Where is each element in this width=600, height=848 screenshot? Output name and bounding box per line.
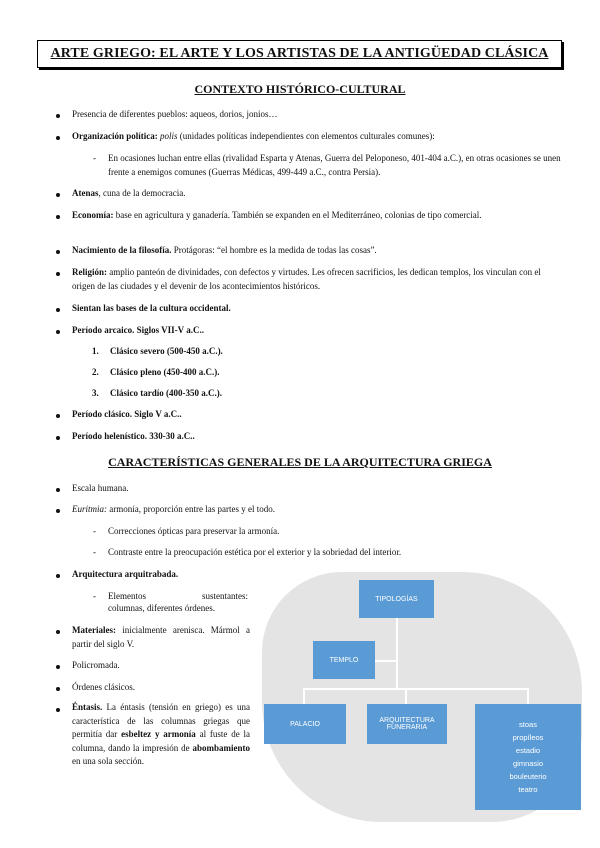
stack-item-bouleuterio: bouleuterio [509,772,547,781]
sub-period-pleno: Clásico pleno (450-400 a.C.). [110,367,220,377]
entasis-text-2: al fuste de la columna, dando la impresión de [72,729,251,753]
religion-label: Religión: [72,267,107,277]
list-item-pueblos: Presencia de diferentes pueblos: aqueos, dorios, jonios… [72,109,278,119]
sustentantes-text: columnas, diferentes órdenes. [108,603,215,613]
document-title: ARTE GRIEGO: EL ARTE Y LOS ARTISTAS DE LA ANTIGÜEDAD CLÁSICA [50,46,549,61]
entasis-bold-1: esbeltez y armonía [121,729,196,740]
sub-period-number: 3. [92,388,99,398]
document-title-box [37,40,562,68]
filosofia-label: Nacimiento de la filosofía. [72,245,172,255]
religion-text: amplio panteón de divinidades, con defectos y virtudes. Les ofrecen sacrificios, les dedican templos, los vinculan con el origen de las ciudades y el devenir de los acontecimientos históricos. [72,267,541,291]
bullet-icon [56,136,60,140]
economia-text: base en agricultura y ganadería. También se expanden en el Mediterráneo, colonias de tipo comercial. [115,210,482,220]
sustentantes-label: Elementos sustentantes: [108,591,248,601]
section-heading-contexto: CONTEXTO HISTÓRICO-CULTURAL [194,82,406,96]
list-subitem-politica: En ocasiones luchan entre ellas (rivalidad Esparta y Atenas, Guerra del Peloponeso, 401-404 a.C.), en otras ocasiones se unen frente a enemigos comunes (Guerras Médicas, 499-449 a.C., contra Persia). [108,153,561,177]
sub-period-tardio: Clásico tardío (400-350 a.C.). [110,388,222,398]
list-item-policromada: Policromada. [72,660,120,670]
entasis-label: Éntasis. [72,702,103,712]
stack-item-propileos: propíleos [512,733,544,742]
bullet-icon [56,574,60,578]
list-subitem-contraste: Contraste entre la preocupación estética por el exterior y la sobriedad del interior. [108,547,402,557]
connector-line [405,688,407,704]
list-item-clasico: Período clásico. Siglo V a.C.. [72,409,182,419]
dash-icon: - [93,591,96,601]
sub-period-number: 1. [92,346,99,356]
bullet-icon [56,414,60,418]
euritmia-text: armonía, proporción entre las partes y el todo. [109,504,275,514]
bullet-icon [56,708,60,712]
bullet-icon [56,272,60,276]
list-subitem-correcciones: Correcciones ópticas para preservar la armonía. [108,526,280,536]
list-item-ordenes: Órdenes clásicos. [72,682,135,692]
euritmia-label: Euritmia: [72,504,107,514]
filosofia-text: Protágoras: “el hombre es la medida de todas las cosas”. [173,245,377,255]
sub-period-number: 2. [92,367,99,377]
diagram-node-palacio: PALACIO [264,704,346,744]
list-item-filosofia [72,243,562,257]
dash-icon: - [93,547,96,557]
entasis-text-3: en una sola sección. [72,756,144,767]
bullet-icon [56,630,60,634]
list-item-arcaico: Período arcaico. Siglos VII-V a.C.. [72,325,204,335]
politica-text: (unidades políticas independientes con elementos culturales comunes): [179,131,435,141]
dash-icon: - [93,526,96,536]
list-item-arquitrabada: Arquitectura arquitrabada. [72,569,179,579]
diagram-node-funeraria: ARQUITECTURA FUNERARIA [367,704,447,744]
list-item-euritmia [72,502,562,516]
list-item-helenistico: Período helenístico. 330-30 a.C.. [72,431,195,441]
diagram-node-templo: TEMPLO [313,641,375,679]
list-item-atenas [72,186,562,200]
connector-line [396,618,398,688]
politica-polis: polis [160,131,178,141]
connector-line [527,688,529,704]
list-item-entasis [72,701,250,769]
economia-label: Economía: [72,210,114,220]
stack-item-teatro: teatro [518,785,538,794]
diagram-node-stack [475,704,581,810]
entasis-text-1: La éntasis (tensión en griego) es una característica de las columnas griegas que permitía dar [72,702,251,740]
bullet-icon [56,509,60,513]
section-heading-arquitectura: CARACTERÍSTICAS GENERALES DE LA ARQUITECTURA GRIEGA [108,455,492,469]
sub-period-severo: Clásico severo (500-450 a.C.). [110,346,223,356]
list-item-politica [72,129,562,143]
bullet-icon [56,665,60,669]
bullet-icon [56,215,60,219]
bullet-icon [56,436,60,440]
bullet-icon [56,250,60,254]
connector-line [303,688,528,690]
materiales-text: inicialmente arenisca. Mármol a partir del siglo V. [72,625,250,649]
atenas-label: Atenas [72,188,99,198]
materiales-label: Materiales: [72,625,116,635]
bullet-icon [56,488,60,492]
list-item-economia [72,208,564,222]
stack-item-stoas: stoas [519,720,537,729]
stack-item-estadio: estadio [515,746,541,755]
connector-line [375,660,397,662]
dash-icon: - [93,153,96,163]
stack-item-gimnasio: gimnasio [512,759,543,768]
bullet-icon [56,114,60,118]
list-item-bases: Sientan las bases de la cultura occidental. [72,303,231,313]
list-item-religion [72,265,564,293]
diagram-node-tipologias: TIPOLOGÍAS [359,580,434,618]
list-item-materiales [72,623,250,651]
list-item-escala: Escala humana. [72,483,129,493]
entasis-bold-2: abombamiento [192,742,250,753]
atenas-text: , cuna de la democracia. [98,188,186,198]
politica-label: Organización política: [72,131,158,141]
bullet-icon [56,330,60,334]
connector-line [303,688,305,704]
bullet-icon [56,687,60,691]
bullet-icon [56,193,60,197]
bullet-icon [56,308,60,312]
